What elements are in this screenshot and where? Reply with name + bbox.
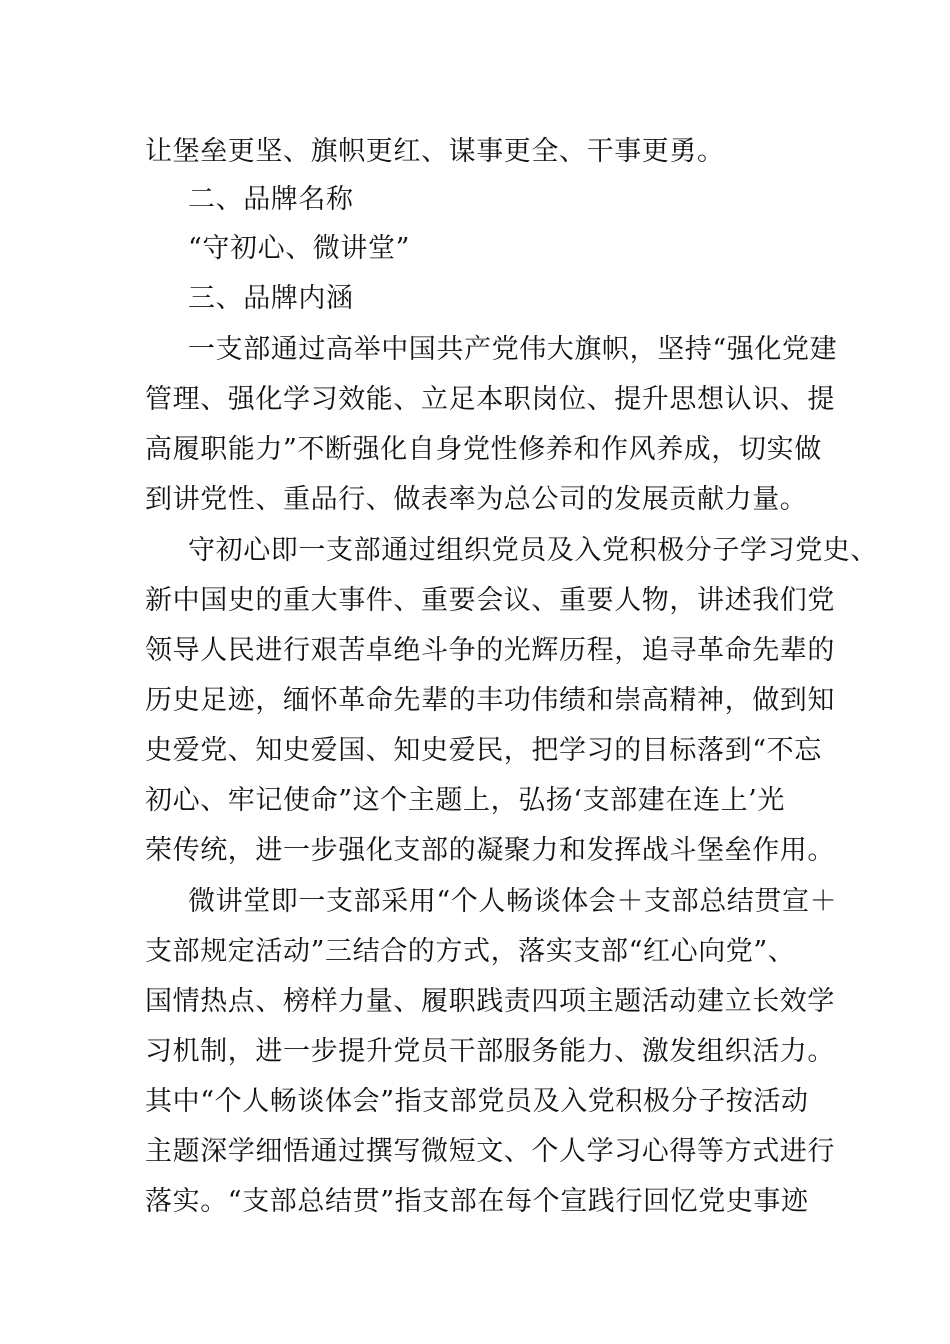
paragraph-line: 初心、牢记使命”这个主题上，弘扬‘支部建在连上’光 xyxy=(145,785,785,816)
paragraph-line: 习机制，进一步提升党员干部服务能力、激发组织活力。 xyxy=(145,1036,835,1067)
paragraph-line: 其中“个人畅谈体会”指支部党员及入党积极分子按活动 xyxy=(145,1086,809,1117)
paragraph-line: 到讲党性、重品行、做表率为总公司的发展贡献力量。 xyxy=(145,484,808,515)
section-heading-brand-name: 二、品牌名称 xyxy=(188,184,354,215)
paragraph-line: 国情热点、榜样力量、履职践责四项主题活动建立长效学 xyxy=(145,986,835,1017)
paragraph-line: 荣传统，进一步强化支部的凝聚力和发挥战斗堡垒作用。 xyxy=(145,835,835,866)
paragraph-line: 领导人民进行艰苦卓绝斗争的光辉历程，追寻革命先辈的 xyxy=(145,635,835,666)
paragraph-line: 高履职能力”不断强化自身党性修养和作风养成，切实做 xyxy=(145,434,822,465)
paragraph-line: 新中国史的重大事件、重要会议、重要人物，讲述我们党 xyxy=(145,585,835,616)
paragraph-line: 让堡垒更坚、旗帜更红、谋事更全、干事更勇。 xyxy=(145,136,725,167)
paragraph-line: 史爱党、知史爱国、知史爱民，把学习的目标落到“不忘 xyxy=(145,735,822,766)
paragraph-line: 落实。“支部总结贯”指支部在每个宣践行回忆党史事迹 xyxy=(145,1186,809,1217)
paragraph-line: 微讲堂即一支部采用“个人畅谈体会＋支部总结贯宣＋ xyxy=(188,886,838,917)
paragraph-line: 守初心即一支部通过组织党员及入党积极分子学习党史、 xyxy=(188,535,878,566)
paragraph-line: 一支部通过高举中国共产党伟大旗帜，坚持“强化党建 xyxy=(188,334,838,365)
paragraph-line: 管理、强化学习效能、立足本职岗位、提升思想认识、提 xyxy=(145,384,835,415)
section-heading-brand-connotation: 三、品牌内涵 xyxy=(188,283,354,314)
paragraph-line: 主题深学细悟通过撰写微短文、个人学习心得等方式进行 xyxy=(145,1136,835,1167)
paragraph-line: 历史足迹，缅怀革命先辈的丰功伟绩和崇高精神，做到知 xyxy=(145,685,835,716)
brand-name-text: “守初心、微讲堂” xyxy=(188,233,411,264)
paragraph-line: 支部规定活动”三结合的方式，落实支部“红心向党”、 xyxy=(145,936,796,967)
